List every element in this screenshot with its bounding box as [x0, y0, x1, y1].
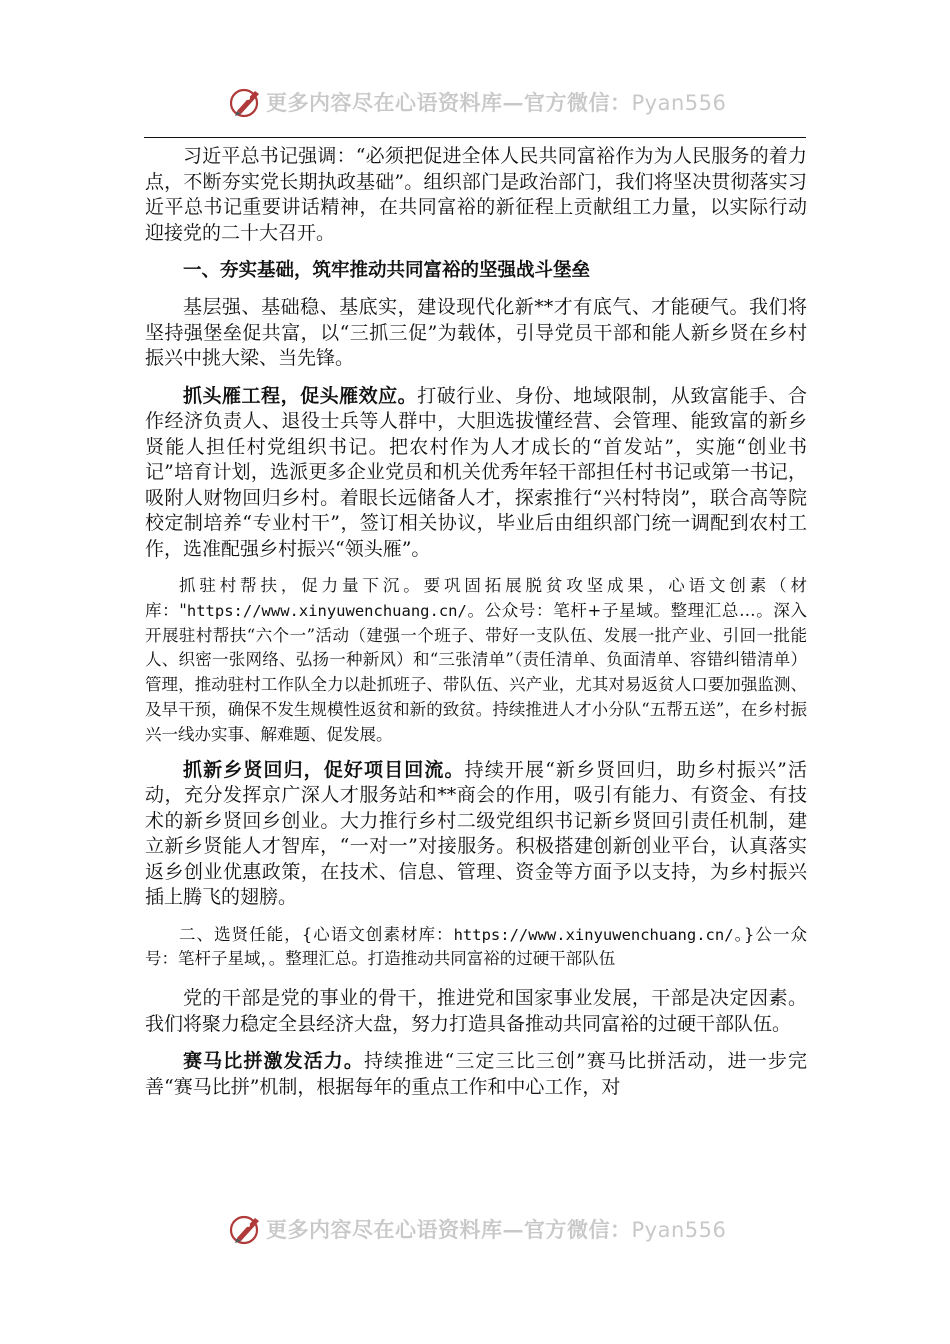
- paragraph-1: 基层强、基础稳、基底实，建设现代化新**才有底气、才能硬气。我们将坚持强堡垒促共富，以“三抓三促”为载体，引导党员干部和能人新乡贤在乡村振兴中挑大梁、当先锋。: [145, 296, 807, 369]
- footer-banner: [0, 1210, 950, 1250]
- header-banner: [0, 83, 950, 123]
- watermark-url: https://www.xinyuwenchuang.cn/: [186, 601, 467, 620]
- header-banner-text: 更多内容尽在心语资料库—官方微信：Pyan556: [266, 90, 727, 115]
- paragraph-6: 赛马比拼激发活力。持续推进“三定三比三创”赛马比拼活动，进一步完善“赛马比拼”机制，根据每年的重点工作和中心工作，对: [145, 1050, 807, 1098]
- footer-banner-text: 更多内容尽在心语资料库—官方微信：Pyan556: [266, 1217, 727, 1242]
- section-heading-1: 一、夯实基础，筑牢推动共同富裕的坚强战斗堡垒: [183, 260, 591, 281]
- pen-logo-icon: [228, 85, 264, 119]
- paragraph-4-lead: 抓新乡贤回归，促好项目回流。: [183, 758, 465, 781]
- paragraph-2: 抓头雁工程，促头雁效应。打破行业、身份、地域限制，从致富能手、合作经济负责人、退役士兵等人群中，大胆选拔懂经营、会管理、能致富的新乡贤能人担任村党组织书记。把农村作为人才成长的“首发站”，实施“创业书记”培育计划，选派更多企业党员和机关优秀年轻干部担任村书记或第一书记，吸附人财物回归乡村。着眼长远储备人才，探索推行“兴村特岗”，联合高等院校定制培养“专业村干”，签订相关协议，毕业后由组织部门统一调配到农村工作，选准配强乡村振兴“领头雁”。: [145, 384, 807, 560]
- paragraph-6-lead: 赛马比拼激发活力。: [183, 1050, 365, 1073]
- paragraph-4: 抓新乡贤回归，促好项目回流。持续开展“新乡贤回归，助乡村振兴”活动，充分发挥京广深人才服务站和**商会的作用，吸引有能力、有资金、有技术的新乡贤回乡创业。大力推行乡村二级党组织书记新乡贤回引责任机制，建立新乡贤能人才智库，“一对一”对接服务。积极搭建创新创业平台，认真落实返乡创业优惠政策，在技术、信息、管理、资金等方面予以支持，为乡村振兴插上腾飞的翅膀。: [145, 758, 807, 909]
- pen-logo-icon: [228, 1212, 264, 1246]
- wechat-id: Pyan556: [631, 1218, 727, 1242]
- paragraph-intro: 习近平总书记强调：“必须把促进全体人民共同富裕作为为人民服务的着力点，不断夯实党长期执政基础”。组织部门是政治部门，我们将坚决贯彻落实习近平总书记重要讲话精神，在共同富裕的新征程上贡献组工力量，以实际行动迎接党的二十大召开。: [145, 145, 807, 244]
- paragraph-2-lead: 抓头雁工程，促头雁效应。: [183, 384, 418, 407]
- paragraph-5: 党的干部是党的事业的骨干，推进党和国家事业发展，干部是决定因素。我们将聚力稳定全县经济大盘，努力打造具备推动共同富裕的过硬干部队伍。: [145, 987, 807, 1035]
- header-rule: [144, 137, 806, 138]
- article-body: [145, 144, 807, 1100]
- paragraph-3: 抓驻村帮扶，促力量下沉。要巩固拓展脱贫攻坚成果，心语文创素（材库："https://www.xinyuwenchuang.cn/。公众号：笔杆+子星域。整理汇总…。深入开展驻村帮扶“六个一”活动（建强一个班子、带好一支队伍、发展一批产业、引回一批能人、织密一张网络、弘扬一种新风）和“三张清单”（责任清单、负面清单、容错纠错清单）管理，推动驻村工作队全力以赴抓班子、带队伍、兴产业，尤其对易返贫人口要加强监测、及早干预，确保不发生规模性返贫和新的致贫。持续推进人才小分队“五帮五送”，在乡村振兴一线办实事、解难题、促发展。: [145, 576, 807, 744]
- watermark-url: https://www.xinyuwenchuang.cn/: [453, 925, 734, 944]
- section-heading-2: 二、选贤任能，{心语文创素材库：https://www.xinyuwenchuang.cn/。}公一众号：笔杆子星域，。整理汇总。打造推动共同富裕的过硬干部队伍: [145, 924, 807, 969]
- wechat-id: Pyan556: [631, 91, 727, 115]
